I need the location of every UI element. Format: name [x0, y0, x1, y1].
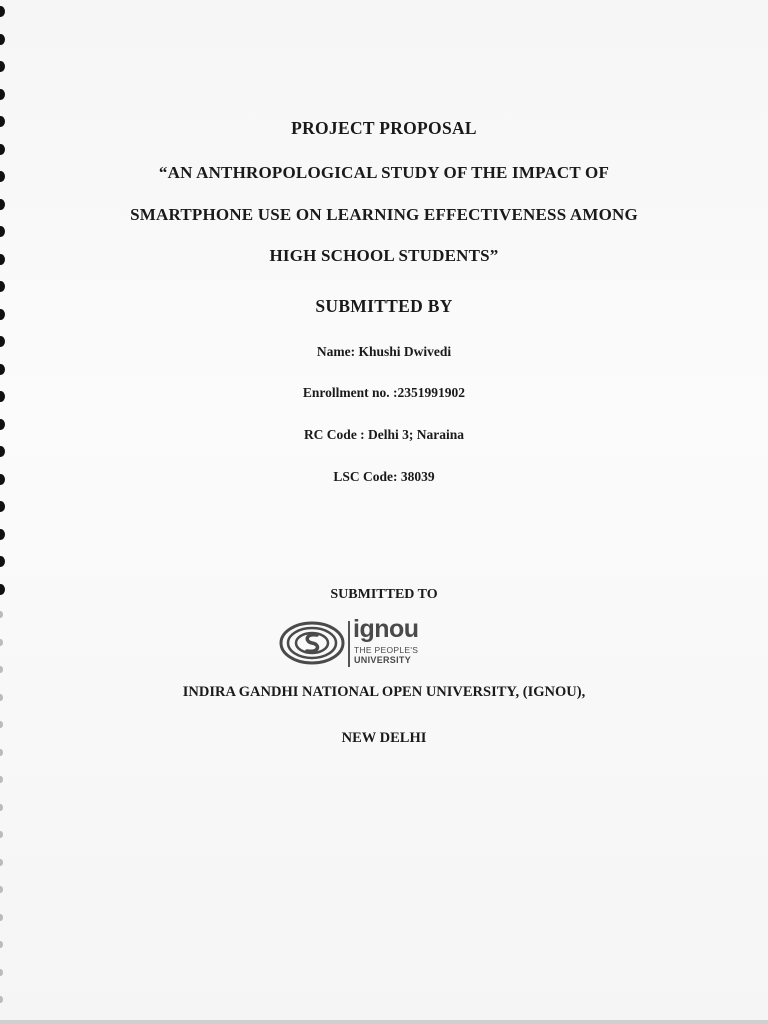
ignou-emblem-icon: [279, 621, 345, 665]
project-title-line-1: “AN ANTHROPOLOGICAL STUDY OF THE IMPACT OF: [158, 163, 610, 182]
binding-hole: [0, 721, 3, 728]
binding-hole: [0, 666, 3, 673]
binding-hole: [0, 831, 3, 838]
binding-hole: [0, 6, 5, 17]
binding-hole: [0, 776, 3, 783]
spiral-binding: [0, 0, 14, 1024]
binding-hole: [0, 886, 3, 893]
binding-hole: [0, 556, 5, 567]
lsc-code: LSC Code: 38039: [333, 469, 435, 484]
binding-hole: [0, 914, 3, 921]
binding-hole: [0, 996, 3, 1003]
binding-hole: [0, 61, 5, 72]
submitted-to-label: SUBMITTED TO: [330, 587, 438, 602]
student-name: Name: Khushi Dwivedi: [316, 344, 452, 359]
binding-hole: [0, 144, 5, 155]
logo-divider: [348, 621, 350, 667]
university-city: NEW DELHI: [341, 730, 427, 746]
binding-hole: [0, 969, 3, 976]
binding-hole: [0, 804, 3, 811]
document-heading: PROJECT PROPOSAL: [291, 118, 477, 138]
binding-hole: [0, 941, 3, 948]
project-title-line-3: HIGH SCHOOL STUDENTS”: [269, 246, 499, 265]
logo-wordmark: ignou: [353, 615, 419, 643]
logo-tagline-2: UNIVERSITY: [354, 655, 412, 665]
university-name: INDIRA GANDHI NATIONAL OPEN UNIVERSITY, (IGNOU),: [182, 684, 586, 700]
binding-hole: [0, 34, 5, 45]
binding-hole: [0, 446, 5, 457]
logo-tagline-1: THE PEOPLE'S: [354, 645, 419, 655]
binding-hole: [0, 611, 3, 618]
binding-hole: [0, 639, 3, 646]
binding-hole: [0, 281, 5, 292]
submitted-by-label: SUBMITTED BY: [315, 296, 453, 316]
binding-hole: [0, 529, 5, 540]
binding-hole: [0, 364, 5, 375]
ignou-logo: [279, 615, 441, 671]
page-bottom-edge: [0, 1020, 768, 1024]
rc-code: RC Code : Delhi 3; Naraina: [303, 427, 465, 442]
binding-hole: [0, 89, 5, 100]
binding-hole: [0, 501, 5, 512]
binding-hole: [0, 226, 5, 237]
project-title-line-2: SMARTPHONE USE ON LEARNING EFFECTIVENESS AMONG: [130, 205, 638, 224]
binding-hole: [0, 859, 3, 866]
binding-hole: [0, 749, 3, 756]
enrollment-number: Enrollment no. :2351991902: [302, 385, 466, 400]
